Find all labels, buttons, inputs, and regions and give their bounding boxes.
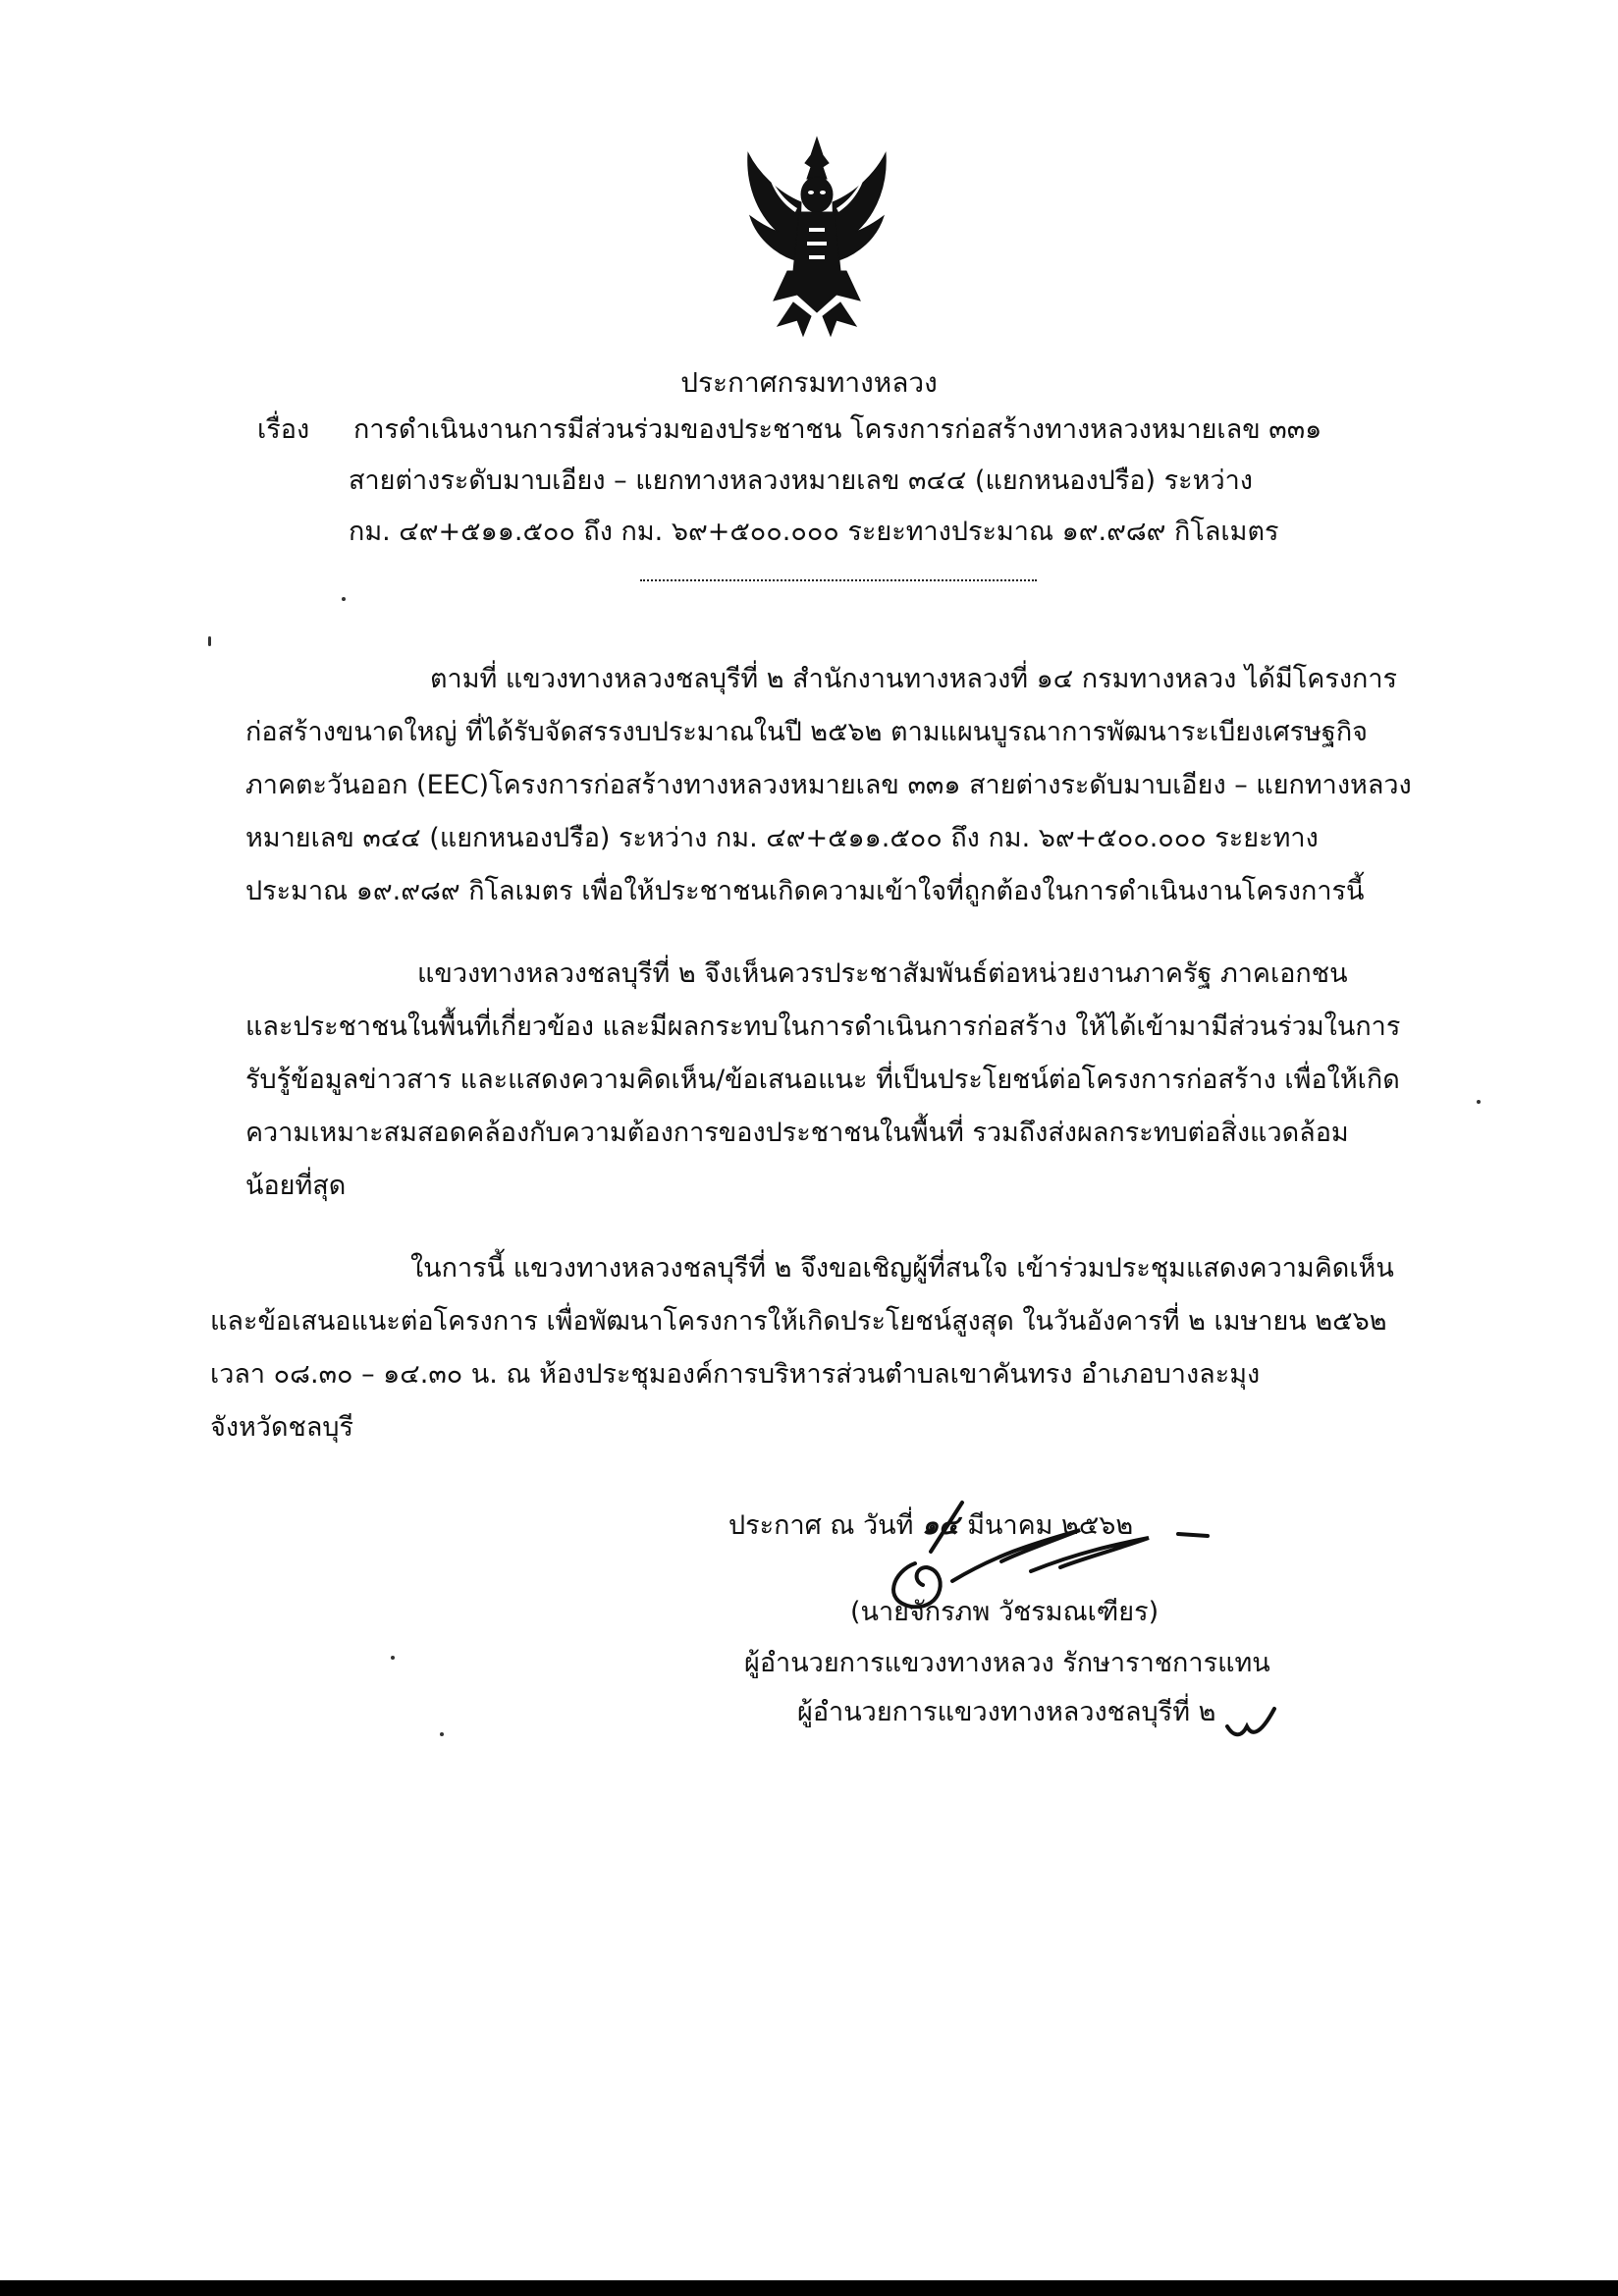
paragraph-line: ประมาณ ๑๙.๙๘๙ กิโลเมตร เพื่อให้ประชาชนเกิดความเข้าใจที่ถูกต้องในการดำเนินงานโครงการนี้ (245, 876, 1365, 906)
subject-line: กม. ๔๙+๕๑๑.๕๐๐ ถึง กม. ๖๙+๕๐๐.๐๐๐ ระยะทางประมาณ ๑๙.๙๘๙ กิโลเมตร (349, 517, 1279, 547)
paragraph-line: และข้อเสนอแนะต่อโครงการ เพื่อพัฒนาโครงการให้เกิดประโยชน์สูงสุด ในวันอังคารที่ ๒ เมษายน ๒๕๖๒ (210, 1306, 1387, 1337)
signer-position: ผู้อำนวยการแขวงทางหลวงชลบุรีที่ ๒ (797, 1697, 1216, 1727)
announce-prefix: ประกาศ ณ วันที่ (728, 1510, 914, 1541)
paragraph-line: จังหวัดชลบุรี (210, 1412, 354, 1443)
paragraph-line: ในการนี้ แขวงทางหลวงชลบุรีที่ ๒ จึงขอเชิญผู้ที่สนใจ เข้าร่วมประชุมแสดงความคิดเห็น (410, 1253, 1394, 1284)
signer-name: (นายจักรภพ วัชรมณเฑียร) (850, 1597, 1160, 1627)
subject-label: เรื่อง (257, 414, 310, 445)
paragraph-line: น้อยที่สุด (245, 1171, 347, 1201)
handwritten-day: ๑๔ (922, 1510, 959, 1541)
scan-speck (440, 1732, 444, 1736)
paragraph-line: ตามที่ แขวงทางหลวงชลบุรีที่ ๒ สำนักงานทางหลวงที่ ๑๔ กรมทางหลวง ได้มีโครงการ (430, 664, 1398, 694)
handwritten-signature-icon (854, 1473, 1267, 1611)
paragraph-line: แขวงทางหลวงชลบุรีที่ ๒ จึงเห็นควรประชาสัมพันธ์ต่อหน่วยงานภาครัฐ ภาคเอกชน (417, 958, 1348, 989)
garuda-emblem-icon (738, 134, 895, 342)
handwritten-initial-icon (1223, 1703, 1278, 1742)
paragraph-line: ภาคตะวันออก (EEC)โครงการก่อสร้างทางหลวงหมายเลข ๓๓๑ สายต่างระดับมาบเอียง – แยกทางหลวง (245, 770, 1412, 800)
paragraph-line: รับรู้ข้อมูลข่าวสาร และแสดงความคิดเห็น/ข้อเสนอแนะ ที่เป็นประโยชน์ต่อโครงการก่อสร้าง เพื่อให้เกิด (245, 1065, 1400, 1095)
paragraph-line: เวลา ๐๘.๓๐ – ๑๔.๓๐ น. ณ ห้องประชุมองค์การบริหารส่วนตำบลเขาคันทรง อำเภอบางละมุง (210, 1359, 1261, 1390)
paragraph-line: ความเหมาะสมสอดคล้องกับความต้องการของประชาชนในพื้นที่ รวมถึงส่งผลกระทบต่อสิ่งแวดล้อม (245, 1118, 1349, 1148)
paragraph-line: หมายเลข ๓๔๔ (แยกหนองปรือ) ระหว่าง กม. ๔๙+๕๑๑.๕๐๐ ถึง กม. ๖๙+๕๐๐.๐๐๐ ระยะทาง (245, 823, 1319, 853)
dotted-divider (640, 579, 1037, 581)
scan-speck (342, 597, 346, 601)
page-title: ประกาศกรมทางหลวง (680, 366, 938, 399)
scan-speck (1477, 1100, 1481, 1104)
paragraph-line: และประชาชนในพื้นที่เกี่ยวข้อง และมีผลกระทบในการดำเนินการก่อสร้าง ให้ได้เข้ามามีส่วนร่วมในการ (245, 1011, 1401, 1042)
subject-line: สายต่างระดับมาบเอียง – แยกทางหลวงหมายเลข ๓๔๔ (แยกหนองปรือ) ระหว่าง (349, 465, 1253, 496)
scan-speck (391, 1656, 395, 1660)
subject-line: การดำเนินงานการมีส่วนร่วมของประชาชน โครงการก่อสร้างทางหลวงหมายเลข ๓๓๑ (353, 414, 1322, 445)
paragraph-line: ก่อสร้างขนาดใหญ่ ที่ได้รับจัดสรรงบประมาณในปี ๒๕๖๒ ตามแผนบูรณาการพัฒนาระเบียงเศรษฐกิจ (245, 717, 1368, 747)
month-year: มีนาคม ๒๕๖๒ (967, 1510, 1134, 1541)
signer-position: ผู้อำนวยการแขวงทางหลวง รักษาราชการแทน (744, 1648, 1270, 1678)
scan-edge (0, 2280, 1618, 2296)
scan-speck (208, 636, 211, 646)
